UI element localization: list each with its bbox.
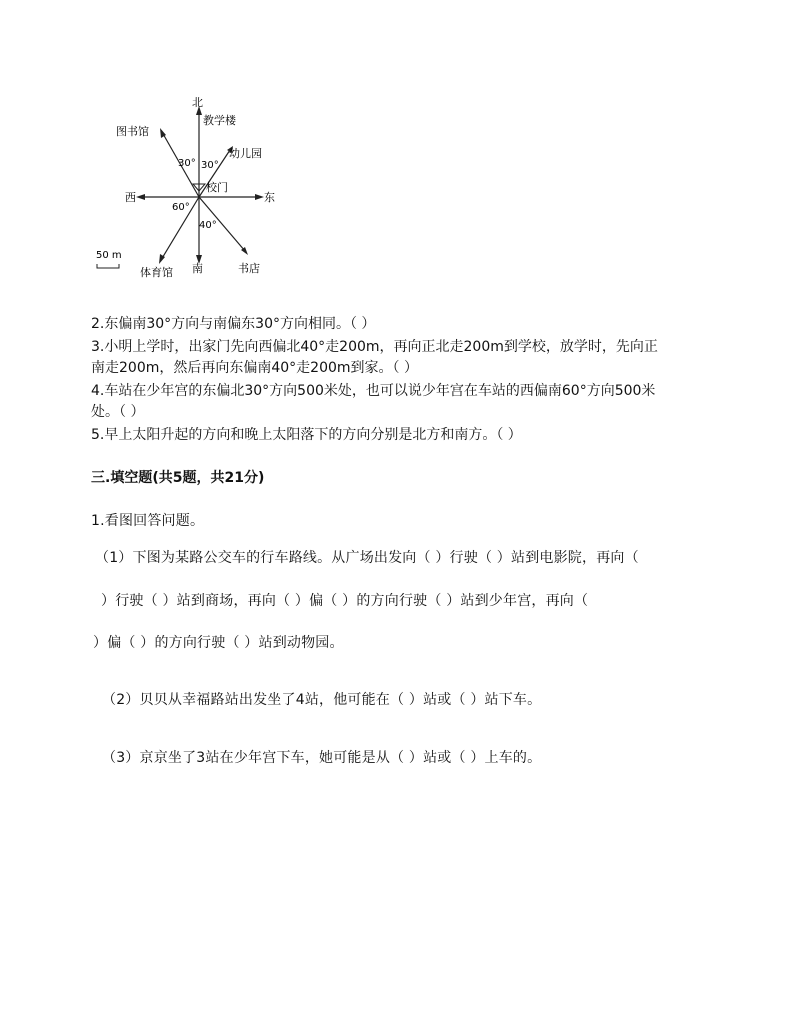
school-gate-label: 校门 (206, 181, 228, 194)
judgement-q3-line1: 3.小明上学时，出家门先向西偏北40°走200m，再向正北走200m到学校，放学时，先向正 (91, 339, 658, 355)
north-label: 北 (192, 96, 203, 109)
fill-q1-part3: （3）京京坐了3站在少年宫下车，她可能是从（ ）站或（ ）上车的。 (102, 750, 542, 766)
direction-diagram (88, 90, 288, 280)
bookstore-label: 书店 (238, 262, 260, 275)
kindergarten-label: 幼儿园 (229, 147, 262, 160)
library-label: 图书馆 (116, 125, 149, 138)
judgement-q5: 5.早上太阳升起的方向和晚上太阳落下的方向分别是北方和南方。（ ） (91, 427, 522, 443)
scale-label: 50 m (96, 250, 122, 261)
south-label: 南 (192, 262, 203, 275)
teaching-building-label: 教学楼 (203, 114, 236, 127)
east-arrowhead (255, 194, 264, 200)
fill-q1-part2: （2）贝贝从幸福路站出发坐了4站，他可能在（ ）站或（ ）站下车。 (102, 692, 542, 708)
compass-map (88, 90, 288, 280)
judgement-q2: 2.东偏南30°方向与南偏东30°方向相同。（ ） (91, 316, 376, 332)
angle-30-left: 30° (178, 158, 196, 169)
judgement-q4-line2: 处。（ ） (91, 404, 145, 420)
angle-60: 60° (172, 202, 190, 213)
gym-label: 体育馆 (140, 266, 173, 279)
angle-30-right: 30° (201, 160, 219, 171)
west-label: 西 (125, 191, 136, 204)
scale-bar (97, 264, 119, 268)
judgement-q4-line1: 4.车站在少年宫的东偏北30°方向500米处，也可以说少年宫在车站的西偏南60°方向500米 (91, 383, 656, 399)
east-label: 东 (264, 191, 275, 204)
fill-q1-part1-line2: ）行驶（ ）站到商场，再向（ ）偏（ ）的方向行驶（ ）站到少年宫，再向（ (101, 593, 589, 609)
angle-40: 40° (199, 220, 217, 231)
fill-q1-part1-line1: （1）下图为某路公交车的行车路线。从广场出发向（ ）行驶（ ）站到电影院，再向（ (95, 550, 639, 566)
judgement-q3-line2: 南走200m，然后再向东偏南40°走200m到家。（ ） (91, 360, 418, 376)
west-arrowhead (136, 194, 145, 200)
fill-q1-title: 1.看图回答问题。 (91, 513, 205, 529)
section-title: 三.填空题(共5题，共21分) (91, 470, 265, 486)
fill-q1-part1-line3: ）偏（ ）的方向行驶（ ）站到动物园。 (93, 635, 344, 651)
